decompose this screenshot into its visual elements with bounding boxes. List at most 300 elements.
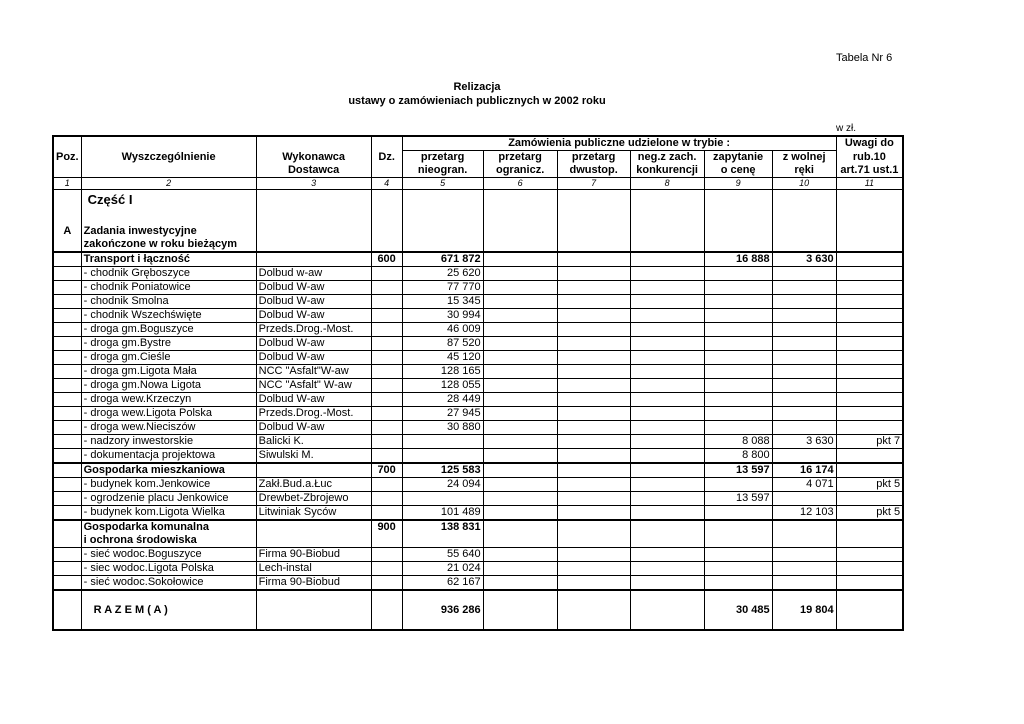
- poz-cell: [53, 407, 81, 421]
- empty-cell: [704, 562, 772, 576]
- c10-cell: 3 630: [772, 252, 836, 267]
- c11-cell: [836, 449, 903, 464]
- c6-cell: [483, 337, 557, 351]
- c11-cell: [836, 267, 903, 281]
- contractor-cell: Dolbud W-aw: [256, 295, 371, 309]
- c11-cell: [836, 295, 903, 309]
- c10-cell: [772, 393, 836, 407]
- poz-cell: [53, 590, 81, 630]
- procurement-table: [52, 135, 904, 631]
- total-c10: 19 804: [772, 590, 836, 630]
- dz-cell: 900: [371, 520, 402, 534]
- empty-cell: [256, 534, 371, 548]
- name-cell: - droga gm.Boguszyce: [81, 323, 256, 337]
- c8-cell: [630, 449, 704, 464]
- c7-cell: [557, 492, 630, 506]
- empty-cell: [557, 520, 630, 534]
- empty-cell: [557, 548, 630, 562]
- c5-cell: 77 770: [402, 281, 483, 295]
- c5-cell: 15 345: [402, 295, 483, 309]
- c7-cell: [557, 295, 630, 309]
- c11-cell: pkt 5: [836, 506, 903, 521]
- name-cell: - chodnik Smolna: [81, 295, 256, 309]
- c9-cell: [704, 421, 772, 435]
- empty-cell: [772, 534, 836, 548]
- name-cell: - nadzory inwestorskie: [81, 435, 256, 449]
- empty-cell: [630, 562, 704, 576]
- col-number: 8: [630, 178, 704, 190]
- table-row: [53, 295, 903, 309]
- c5-cell: 55 640: [402, 548, 483, 562]
- c7-cell: [557, 407, 630, 421]
- c11-cell: [836, 309, 903, 323]
- header-group: Zamówienia publiczne udzielone w trybie :: [402, 136, 836, 151]
- c8-cell: [630, 463, 704, 478]
- poz-cell: [53, 365, 81, 379]
- col-number: 2: [81, 178, 256, 190]
- name-cell: - siec wodoc.Ligota Polska: [81, 562, 256, 576]
- table-row: [53, 421, 903, 435]
- empty-cell: [371, 534, 402, 548]
- section-row: [53, 520, 903, 534]
- c6-cell: [483, 323, 557, 337]
- empty-cell: [704, 548, 772, 562]
- c5-cell: 24 094: [402, 478, 483, 492]
- contractor-cell: Przeds.Drog.-Most.: [256, 323, 371, 337]
- c8-cell: [630, 492, 704, 506]
- c7-cell: [557, 379, 630, 393]
- table-row: [53, 492, 903, 506]
- table-row: [53, 323, 903, 337]
- poz-cell: [53, 449, 81, 464]
- c8-cell: [630, 281, 704, 295]
- c8-cell: [630, 337, 704, 351]
- c8-cell: [630, 252, 704, 267]
- table-row: [53, 548, 903, 562]
- contractor-cell: Dolbud W-aw: [256, 421, 371, 435]
- c8-cell: [630, 351, 704, 365]
- c6-cell: [483, 252, 557, 267]
- header-c10-2: ręki: [772, 164, 836, 178]
- c7-cell: [557, 449, 630, 464]
- empty-cell: [557, 562, 630, 576]
- contractor-cell: Siwulski M.: [256, 449, 371, 464]
- header-c8-2: konkurencji: [630, 164, 704, 178]
- c5-cell: 30 994: [402, 309, 483, 323]
- c10-cell: [772, 449, 836, 464]
- header-dostawca: Dostawca: [256, 164, 371, 178]
- empty-cell: [836, 534, 903, 548]
- contractor-cell: Dolbud w-aw: [256, 267, 371, 281]
- c5-cell: 25 620: [402, 267, 483, 281]
- c9-cell: [704, 379, 772, 393]
- header-c5-2: nieogran.: [402, 164, 483, 178]
- dz-cell: [371, 323, 402, 337]
- c10-cell: [772, 379, 836, 393]
- table-row: [53, 365, 903, 379]
- c7-cell: [557, 463, 630, 478]
- c8-cell: [630, 478, 704, 492]
- dz-cell: [371, 562, 402, 576]
- table-row: [53, 393, 903, 407]
- poz-cell: [53, 323, 81, 337]
- c6-cell: [483, 365, 557, 379]
- c6-cell: [483, 463, 557, 478]
- poz-cell: [53, 534, 81, 548]
- header-c8: neg.z zach.: [630, 151, 704, 165]
- c10-cell: [772, 281, 836, 295]
- contractor-cell: Dolbud W-aw: [256, 351, 371, 365]
- contractor-cell: Litwiniak Syców: [256, 506, 371, 521]
- empty-cell: [836, 548, 903, 562]
- section-row: [53, 534, 903, 548]
- contractor-cell: Firma 90-Biobud: [256, 548, 371, 562]
- c6-cell: [483, 435, 557, 449]
- empty-cell: [483, 548, 557, 562]
- poz-cell: [53, 506, 81, 521]
- poz-cell: [53, 379, 81, 393]
- contractor-cell: NCC "Asfalt"W-aw: [256, 365, 371, 379]
- c11-cell: [836, 252, 903, 267]
- c5-cell: 138 831: [402, 520, 483, 534]
- c9-cell: [704, 351, 772, 365]
- header-c11-2: art.71 ust.1: [836, 164, 903, 178]
- section-poz: A: [53, 225, 81, 238]
- dz-cell: [371, 365, 402, 379]
- section-title: Zadania inwestycyjne: [81, 225, 256, 238]
- empty-cell: [630, 534, 704, 548]
- poz-cell: [53, 421, 81, 435]
- empty-cell: [772, 548, 836, 562]
- c5-cell: 46 009: [402, 323, 483, 337]
- contractor-cell: [256, 463, 371, 478]
- dz-cell: [371, 506, 402, 521]
- name-cell: - chodnik Poniatowice: [81, 281, 256, 295]
- empty-cell: [402, 534, 483, 548]
- c10-cell: [772, 323, 836, 337]
- poz-cell: [53, 309, 81, 323]
- name-cell: Transport i łączność: [81, 252, 256, 267]
- empty-cell: [630, 548, 704, 562]
- empty-cell: [772, 562, 836, 576]
- empty-cell: [836, 520, 903, 534]
- name-cell: - ogrodzenie placu Jenkowice: [81, 492, 256, 506]
- col-number: 6: [483, 178, 557, 190]
- empty-cell: [630, 590, 704, 630]
- c9-cell: [704, 407, 772, 421]
- table-row: [53, 562, 903, 576]
- name-cell: - droga wew.Ligota Polska: [81, 407, 256, 421]
- contractor-cell: Drewbet-Zbrojewo: [256, 492, 371, 506]
- c7-cell: [557, 365, 630, 379]
- c10-cell: [772, 492, 836, 506]
- c7-cell: [557, 478, 630, 492]
- c11-cell: [836, 281, 903, 295]
- dz-cell: [371, 492, 402, 506]
- total-c5: 936 286: [402, 590, 483, 630]
- poz-cell: [53, 435, 81, 449]
- name-cell: Gospodarka komunalna: [81, 520, 256, 534]
- dz-cell: [371, 407, 402, 421]
- c8-cell: [630, 435, 704, 449]
- name-cell: - droga wew.Nieciszów: [81, 421, 256, 435]
- c9-cell: [704, 267, 772, 281]
- empty-cell: [704, 520, 772, 534]
- poz-cell: [53, 337, 81, 351]
- empty-cell: [630, 576, 704, 591]
- table-row: [53, 351, 903, 365]
- c7-cell: [557, 252, 630, 267]
- contractor-cell: Dolbud W-aw: [256, 309, 371, 323]
- col-number: 10: [772, 178, 836, 190]
- c10-cell: 3 630: [772, 435, 836, 449]
- c5-cell: 62 167: [402, 576, 483, 591]
- c7-cell: [557, 393, 630, 407]
- empty-cell: [836, 590, 903, 630]
- header-c9-2: o cenę: [704, 164, 772, 178]
- dz-cell: [371, 478, 402, 492]
- poz-cell: [53, 576, 81, 591]
- empty-cell: [704, 576, 772, 591]
- poz-cell: [53, 478, 81, 492]
- c8-cell: [630, 365, 704, 379]
- c10-cell: [772, 421, 836, 435]
- table-row: [53, 576, 903, 591]
- table-row: [53, 309, 903, 323]
- poz-cell: [53, 463, 81, 478]
- contractor-cell: Przeds.Drog.-Most.: [256, 407, 371, 421]
- name-cell: - droga gm.Bystre: [81, 337, 256, 351]
- c9-cell: 8 800: [704, 449, 772, 464]
- c6-cell: [483, 478, 557, 492]
- table-row: [53, 449, 903, 464]
- name-cell: - sieć wodoc.Sokołowice: [81, 576, 256, 591]
- col-number: 9: [704, 178, 772, 190]
- c6-cell: [483, 492, 557, 506]
- poz-cell: [53, 351, 81, 365]
- c7-cell: [557, 337, 630, 351]
- contractor-cell: [256, 520, 371, 534]
- c7-cell: [557, 267, 630, 281]
- c11-cell: pkt 5: [836, 478, 903, 492]
- c9-cell: [704, 309, 772, 323]
- c9-cell: [704, 323, 772, 337]
- c11-cell: [836, 323, 903, 337]
- contractor-cell: [256, 252, 371, 267]
- c5-cell: 125 583: [402, 463, 483, 478]
- poz-cell: [53, 252, 81, 267]
- poz-cell: [53, 548, 81, 562]
- col-number: 5: [402, 178, 483, 190]
- part-heading: Część I: [81, 190, 256, 213]
- section-row: [53, 252, 903, 267]
- c7-cell: [557, 421, 630, 435]
- c8-cell: [630, 323, 704, 337]
- header-c6-2: ogranicz.: [483, 164, 557, 178]
- poz-cell: [53, 267, 81, 281]
- total-row: [53, 590, 903, 630]
- poz-cell: [53, 281, 81, 295]
- c8-cell: [630, 267, 704, 281]
- c9-cell: [704, 478, 772, 492]
- name-cell: - budynek kom.Ligota Wielka: [81, 506, 256, 521]
- c7-cell: [557, 435, 630, 449]
- c6-cell: [483, 407, 557, 421]
- header-wykonawca: Wykonawca: [256, 151, 371, 165]
- dz-cell: 600: [371, 252, 402, 267]
- c11-cell: [836, 379, 903, 393]
- name-cell: - dokumentacja projektowa: [81, 449, 256, 464]
- table-row: [53, 435, 903, 449]
- c10-cell: [772, 351, 836, 365]
- empty-cell: [836, 562, 903, 576]
- c6-cell: [483, 351, 557, 365]
- empty-cell: [557, 534, 630, 548]
- c7-cell: [557, 281, 630, 295]
- col-number: 4: [371, 178, 402, 190]
- c6-cell: [483, 309, 557, 323]
- name-cell: - droga wew.Krzeczyn: [81, 393, 256, 407]
- c10-cell: [772, 295, 836, 309]
- poz-cell: [53, 520, 81, 534]
- name-cell: - chodnik Wszechświęte: [81, 309, 256, 323]
- c5-cell: 30 880: [402, 421, 483, 435]
- c11-cell: [836, 492, 903, 506]
- c11-cell: [836, 463, 903, 478]
- header-wyszczegolnienie: Wyszczególnienie: [81, 151, 256, 165]
- dz-cell: [371, 337, 402, 351]
- dz-cell: [371, 295, 402, 309]
- c10-cell: [772, 267, 836, 281]
- c6-cell: [483, 449, 557, 464]
- header-c9: zapytanie: [704, 151, 772, 165]
- col-number: 1: [53, 178, 81, 190]
- contractor-cell: Firma 90-Biobud: [256, 576, 371, 591]
- unit-label: w zł.: [836, 123, 856, 134]
- header-uwagi: Uwagi do: [836, 136, 903, 151]
- c5-cell: 101 489: [402, 506, 483, 521]
- c10-cell: [772, 309, 836, 323]
- c11-cell: [836, 393, 903, 407]
- c8-cell: [630, 421, 704, 435]
- header-c7: przetarg: [557, 151, 630, 165]
- dz-cell: [371, 590, 402, 630]
- empty-cell: [483, 590, 557, 630]
- contractor-cell: Dolbud W-aw: [256, 393, 371, 407]
- c7-cell: [557, 351, 630, 365]
- c11-cell: [836, 365, 903, 379]
- c10-cell: 4 071: [772, 478, 836, 492]
- col-number: 11: [836, 178, 903, 190]
- c9-cell: [704, 295, 772, 309]
- name-cell: i ochrona środowiska: [81, 534, 256, 548]
- c9-cell: 13 597: [704, 463, 772, 478]
- c11-cell: pkt 7: [836, 435, 903, 449]
- dz-cell: [371, 267, 402, 281]
- table-row: [53, 267, 903, 281]
- c5-cell: 28 449: [402, 393, 483, 407]
- c9-cell: [704, 337, 772, 351]
- c10-cell: [772, 365, 836, 379]
- empty-cell: [836, 576, 903, 591]
- c5-cell: [402, 449, 483, 464]
- c11-cell: [836, 421, 903, 435]
- c9-cell: 8 088: [704, 435, 772, 449]
- c7-cell: [557, 309, 630, 323]
- header-c6: przetarg: [483, 151, 557, 165]
- c9-cell: [704, 393, 772, 407]
- dz-cell: [371, 351, 402, 365]
- c11-cell: [836, 337, 903, 351]
- c5-cell: 45 120: [402, 351, 483, 365]
- c8-cell: [630, 407, 704, 421]
- total-c9: 30 485: [704, 590, 772, 630]
- total-label: R A Z E M ( A ): [81, 590, 256, 630]
- dz-cell: [371, 421, 402, 435]
- col-number: 3: [256, 178, 371, 190]
- poz-cell: [53, 295, 81, 309]
- c6-cell: [483, 393, 557, 407]
- c9-cell: [704, 365, 772, 379]
- header-c5: przetarg: [402, 151, 483, 165]
- contractor-cell: Dolbud W-aw: [256, 281, 371, 295]
- c8-cell: [630, 506, 704, 521]
- c8-cell: [630, 379, 704, 393]
- header-c7-2: dwustop.: [557, 164, 630, 178]
- dz-cell: 700: [371, 463, 402, 478]
- empty-cell: [483, 576, 557, 591]
- c6-cell: [483, 421, 557, 435]
- c10-cell: [772, 407, 836, 421]
- dz-cell: [371, 281, 402, 295]
- c9-cell: [704, 281, 772, 295]
- c7-cell: [557, 506, 630, 521]
- section-row: [53, 463, 903, 478]
- contractor-cell: NCC "Asfalt" W-aw: [256, 379, 371, 393]
- empty-cell: [557, 576, 630, 591]
- dz-cell: [371, 435, 402, 449]
- dz-cell: [371, 449, 402, 464]
- dz-cell: [371, 379, 402, 393]
- name-cell: Gospodarka mieszkaniowa: [81, 463, 256, 478]
- c5-cell: 671 872: [402, 252, 483, 267]
- dz-cell: [371, 393, 402, 407]
- c5-cell: [402, 492, 483, 506]
- table-row: [53, 337, 903, 351]
- dz-cell: [371, 309, 402, 323]
- c6-cell: [483, 506, 557, 521]
- header-dz: Dz.: [371, 151, 402, 165]
- c5-cell: 27 945: [402, 407, 483, 421]
- c9-cell: 16 888: [704, 252, 772, 267]
- table-row: [53, 407, 903, 421]
- c8-cell: [630, 295, 704, 309]
- section-title-2: zakończone w roku bieżącym: [81, 238, 256, 252]
- page-title: Relizacja: [453, 81, 501, 93]
- contractor-cell: [256, 590, 371, 630]
- name-cell: - droga gm.Ligota Mała: [81, 365, 256, 379]
- c11-cell: [836, 407, 903, 421]
- header-c11: rub.10: [836, 151, 903, 165]
- name-cell: - budynek kom.Jenkowice: [81, 478, 256, 492]
- empty-cell: [557, 590, 630, 630]
- c6-cell: [483, 281, 557, 295]
- c5-cell: [402, 435, 483, 449]
- empty-cell: [772, 520, 836, 534]
- dz-cell: [371, 576, 402, 591]
- c11-cell: [836, 351, 903, 365]
- page-subtitle: ustawy o zamówieniach publicznych w 2002 roku: [348, 95, 606, 107]
